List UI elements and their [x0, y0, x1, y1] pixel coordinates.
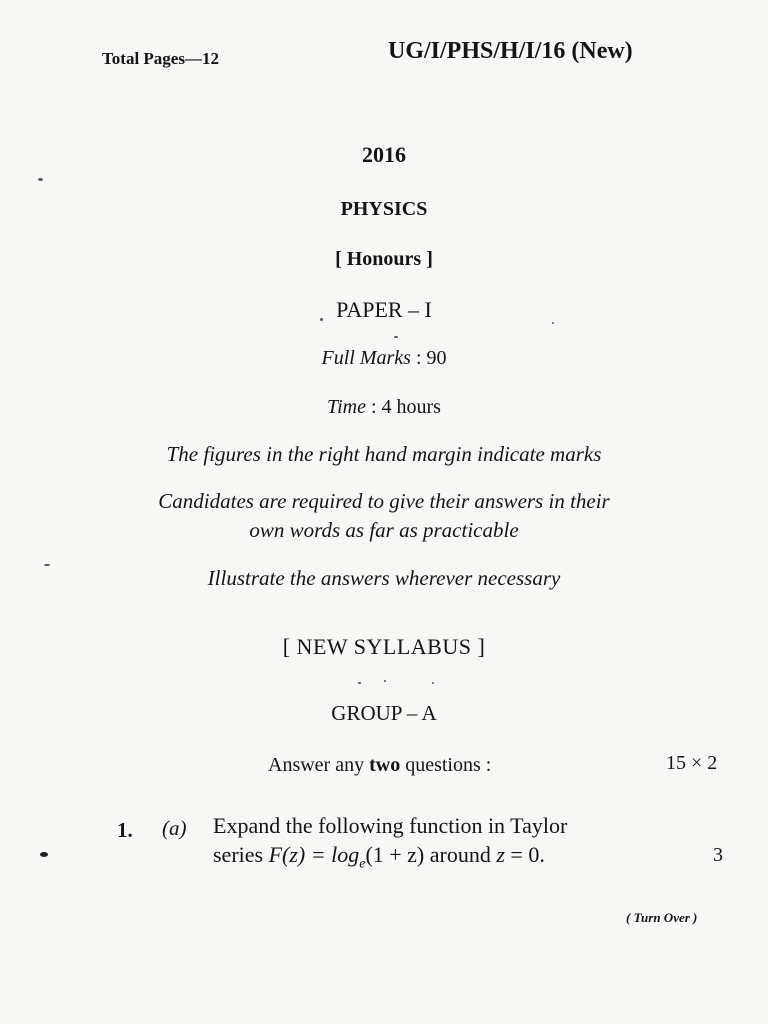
instruction-own-words-1: Candidates are required to give their answers in their: [158, 489, 610, 513]
turn-over-note: ( Turn Over ): [626, 910, 698, 925]
total-pages: Total Pages—12: [102, 49, 219, 68]
full-marks-label: Full Marks: [321, 347, 411, 369]
full-marks-value: : 90: [410, 347, 447, 369]
question-text-line1: Expand the following function in Taylor: [213, 813, 568, 838]
group-heading: GROUP – A: [331, 701, 437, 725]
scan-speck: [40, 852, 48, 857]
instruction-own-words-2: own words as far as practicable: [249, 518, 519, 542]
q-around: around: [424, 842, 497, 867]
scan-speck: [394, 336, 398, 338]
question-marks: 3: [713, 844, 723, 866]
q-series-word: series: [213, 842, 269, 867]
subject-title: PHYSICS: [340, 198, 428, 220]
answer-instruction: [268, 754, 491, 777]
exam-year: 2016: [362, 142, 406, 167]
question-part: (a): [162, 816, 187, 840]
instruction-marks: The figures in the right hand margin indicate marks: [166, 442, 602, 466]
scan-speck: [432, 682, 434, 684]
full-marks: [0, 347, 768, 370]
time-label: Time: [327, 396, 366, 418]
answer-prefix: Answer any: [268, 754, 370, 776]
instruction-illustrate: Illustrate the answers wherever necessary: [207, 566, 561, 590]
q-formula: F(z) = log: [268, 842, 360, 867]
answer-suffix: questions :: [400, 754, 492, 776]
scan-speck: [552, 322, 554, 324]
answer-count: two: [369, 754, 401, 776]
q-end: = 0.: [504, 842, 545, 867]
time-value: : 4 hours: [365, 396, 441, 418]
scan-speck: [44, 564, 50, 566]
q-var: z: [496, 842, 505, 867]
course-type: [ Honours ]: [335, 248, 433, 270]
scan-speck: [384, 680, 386, 682]
q-formula-base: e: [359, 856, 366, 872]
paper-number: PAPER – I: [336, 297, 432, 322]
section-marks: 15 × 2: [666, 752, 718, 774]
q-formula-arg: (1 + z): [365, 842, 425, 867]
syllabus-label: [ NEW SYLLABUS ]: [282, 634, 486, 659]
paper-code: UG/I/PHS/H/I/16 (New): [388, 38, 633, 64]
exam-time: [0, 396, 768, 419]
scan-speck: [38, 178, 43, 181]
scan-speck: [320, 318, 323, 321]
scan-speck: [358, 682, 361, 684]
question-text-line2: [213, 842, 545, 872]
question-number: 1.: [117, 818, 133, 842]
